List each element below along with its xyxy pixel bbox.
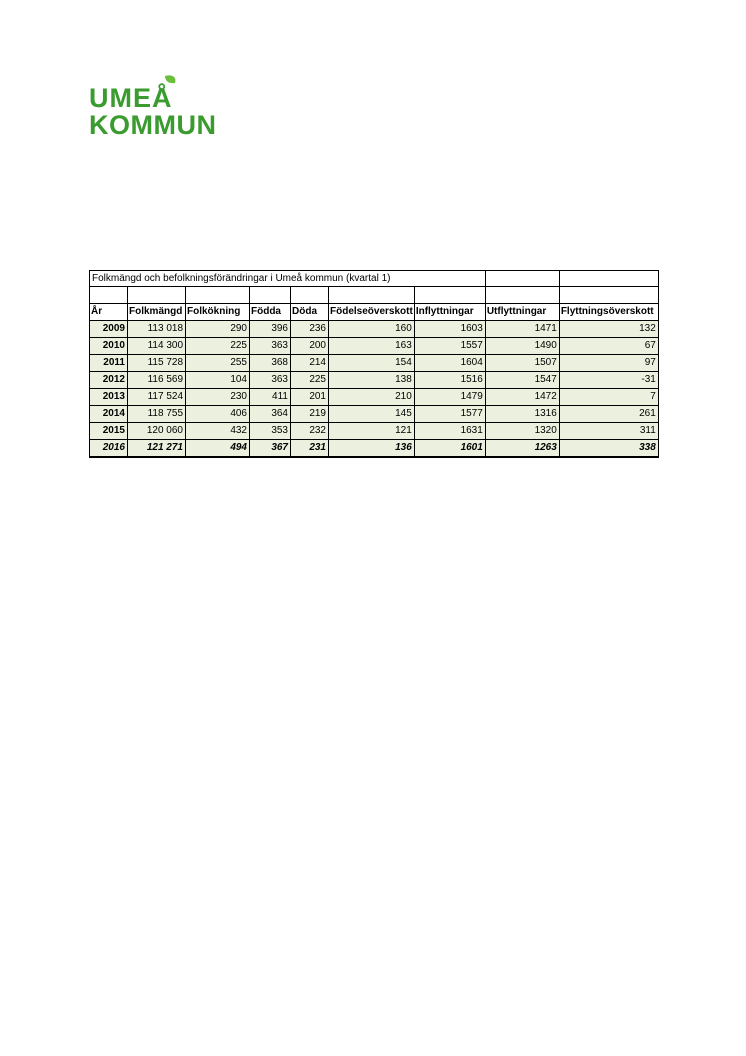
year-cell: 2009	[90, 321, 128, 338]
umea-kommun-logo	[89, 74, 239, 138]
table-cell: 201	[291, 389, 329, 406]
table-cell: 132	[559, 321, 658, 338]
table-cell: 118 755	[128, 406, 186, 423]
table-cell: 338	[559, 440, 658, 457]
header-cell: Folkökning	[186, 304, 250, 321]
table-cell: 1631	[414, 423, 485, 440]
header-cell: Födelseöverskott	[329, 304, 415, 321]
table-cell: 230	[186, 389, 250, 406]
header-cell: Födda	[250, 304, 291, 321]
table-cell: 116 569	[128, 372, 186, 389]
table-cell: 138	[329, 372, 415, 389]
year-cell: 2013	[90, 389, 128, 406]
header-cell: Inflyttningar	[414, 304, 485, 321]
header-cell: År	[90, 304, 128, 321]
table-cell: 121	[329, 423, 415, 440]
logo-line1: UMEÅ	[89, 83, 173, 113]
table-cell: 113 018	[128, 321, 186, 338]
table-cell: 1320	[485, 423, 559, 440]
table-cell: 1516	[414, 372, 485, 389]
table-cell: 219	[291, 406, 329, 423]
table-row	[90, 440, 659, 457]
table-cell: 114 300	[128, 338, 186, 355]
table-cell: 225	[291, 372, 329, 389]
table-cell: 154	[329, 355, 415, 372]
table-cell: -31	[559, 372, 658, 389]
year-cell: 2016	[90, 440, 128, 457]
table-cell: 364	[250, 406, 291, 423]
header-row	[90, 304, 659, 321]
table-cell: 200	[291, 338, 329, 355]
table-cell: 163	[329, 338, 415, 355]
table-cell: 160	[329, 321, 415, 338]
table-cell: 210	[329, 389, 415, 406]
table-cell: 236	[291, 321, 329, 338]
table-cell: 1471	[485, 321, 559, 338]
table-cell: 1263	[485, 440, 559, 457]
table-cell: 406	[186, 406, 250, 423]
table-cell: 363	[250, 338, 291, 355]
table-cell: 1547	[485, 372, 559, 389]
blank-row	[90, 287, 659, 304]
year-cell: 2015	[90, 423, 128, 440]
header-cell: Flyttningsöverskott	[559, 304, 658, 321]
table-cell: 353	[250, 423, 291, 440]
table-cell: 231	[291, 440, 329, 457]
table-cell: 1603	[414, 321, 485, 338]
table-row	[90, 355, 659, 372]
table-cell: 121 271	[128, 440, 186, 457]
table-cell: 1507	[485, 355, 559, 372]
table-cell: 232	[291, 423, 329, 440]
table-row	[90, 423, 659, 440]
table-cell: 1490	[485, 338, 559, 355]
header-cell: Utflyttningar	[485, 304, 559, 321]
table-cell: 290	[186, 321, 250, 338]
table-cell: 1557	[414, 338, 485, 355]
table-cell: 104	[186, 372, 250, 389]
header-cell: Döda	[291, 304, 329, 321]
table-cell: 117 524	[128, 389, 186, 406]
table-cell: 97	[559, 355, 658, 372]
table-row	[90, 338, 659, 355]
table-cell: 136	[329, 440, 415, 457]
table-cell: 214	[291, 355, 329, 372]
table-cell: 7	[559, 389, 658, 406]
table-cell: 363	[250, 372, 291, 389]
table-cell: 67	[559, 338, 658, 355]
table-title: Folkmängd och befolkningsförändringar i Umeå kommun (kvartal 1)	[90, 271, 486, 287]
table-cell: 255	[186, 355, 250, 372]
table-cell: 1472	[485, 389, 559, 406]
table-row	[90, 372, 659, 389]
table-cell: 1577	[414, 406, 485, 423]
table-cell: 368	[250, 355, 291, 372]
year-cell: 2011	[90, 355, 128, 372]
logo-line2: KOMMUN	[89, 110, 217, 138]
table-row	[90, 406, 659, 423]
year-cell: 2012	[90, 372, 128, 389]
table-row	[90, 389, 659, 406]
table-cell: 432	[186, 423, 250, 440]
table-cell: 411	[250, 389, 291, 406]
table-cell: 115 728	[128, 355, 186, 372]
year-cell: 2014	[90, 406, 128, 423]
table-row	[90, 321, 659, 338]
title-row	[90, 271, 659, 287]
table-cell: 311	[559, 423, 658, 440]
year-cell: 2010	[90, 338, 128, 355]
table-cell: 494	[186, 440, 250, 457]
table-cell: 367	[250, 440, 291, 457]
table-cell: 120 060	[128, 423, 186, 440]
table-cell: 1479	[414, 389, 485, 406]
table-cell: 1601	[414, 440, 485, 457]
table-cell: 225	[186, 338, 250, 355]
header-cell: Folkmängd	[128, 304, 186, 321]
table-cell: 396	[250, 321, 291, 338]
table-cell: 1604	[414, 355, 485, 372]
table-cell: 1316	[485, 406, 559, 423]
population-table	[89, 270, 659, 458]
table-cell: 261	[559, 406, 658, 423]
table-cell: 145	[329, 406, 415, 423]
